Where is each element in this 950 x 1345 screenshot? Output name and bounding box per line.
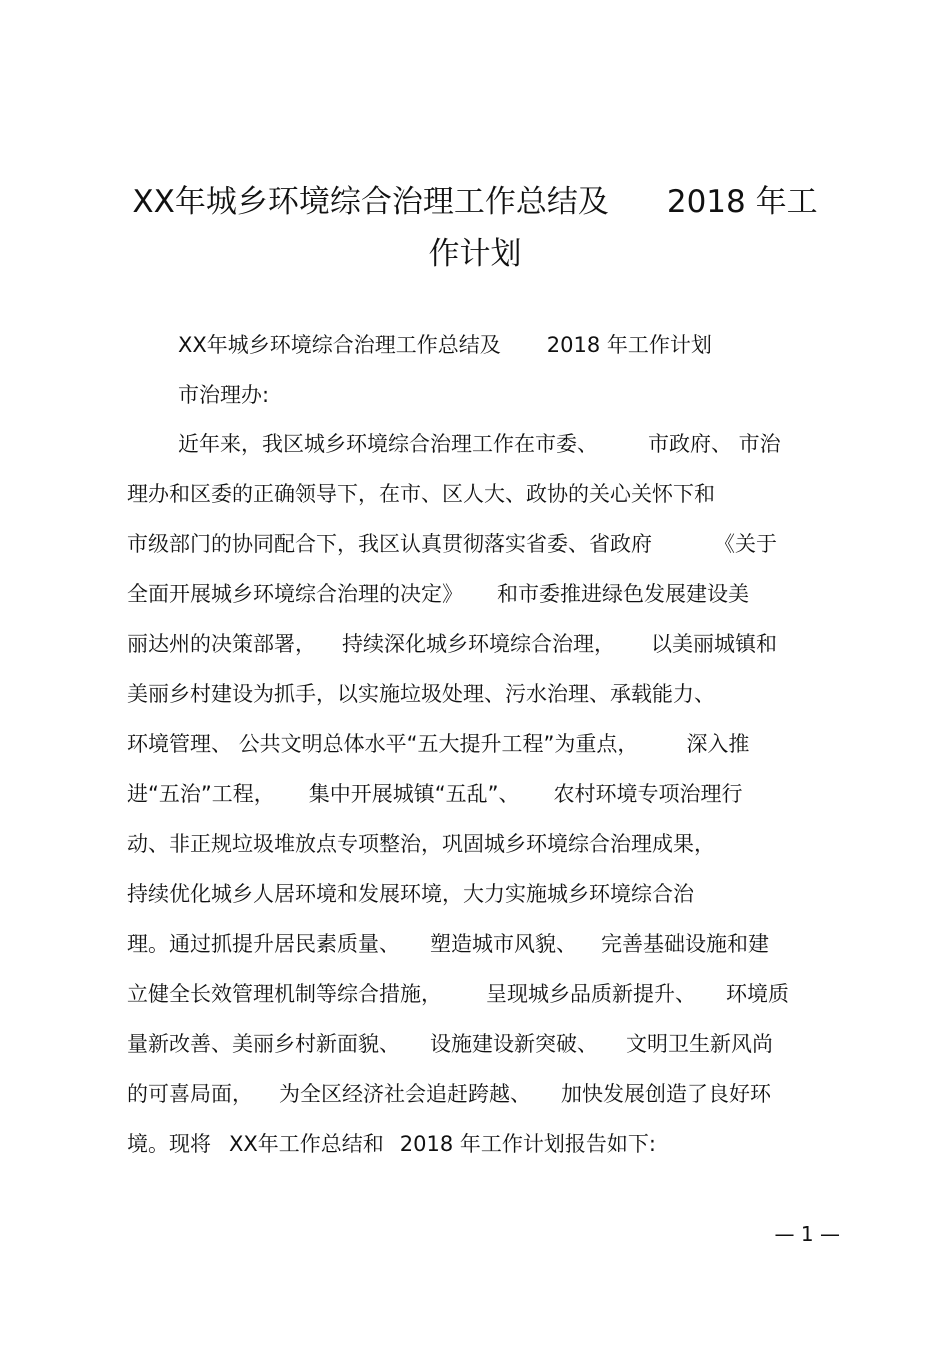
- page-number: — 1 —: [774, 1222, 840, 1246]
- body-text: 美丽乡村建设为抓手，以实施垃圾处理、污水治理、承载能力、: [127, 682, 715, 706]
- body-text: 呈现城乡品质新提升、: [486, 982, 696, 1006]
- body-text: 动、非正规垃圾堆放点专项整治，巩固城乡环境综合治理成果，: [127, 832, 715, 856]
- document-title-line-1: [0, 176, 950, 221]
- document-title-line-2: 作计划: [428, 236, 522, 272]
- subtitle: [178, 330, 883, 360]
- body-line-11: [127, 929, 832, 959]
- body-line-1: [178, 429, 883, 459]
- addressee: 市治理办:: [178, 383, 270, 407]
- body-text: 塑造城市风貌、: [430, 932, 577, 956]
- body-line-13: [127, 1029, 832, 1059]
- body-text: 农村环境专项治理行: [553, 782, 743, 806]
- body-text: 为全区经济社会追赶跨越、: [279, 1082, 531, 1106]
- body-line-5: [127, 629, 832, 659]
- body-text: 丽达州的决策部署，: [127, 632, 316, 656]
- body-text: 深入推: [686, 732, 750, 756]
- body-text: 理。通过抓提升居民素质量、: [127, 932, 400, 956]
- body-line-4: [127, 579, 832, 609]
- subtitle-part-b: 2018 年工作计划: [546, 333, 712, 357]
- body-text: 环境质: [726, 982, 789, 1006]
- body-text: 2018 年工作计划报告如下:: [399, 1132, 656, 1156]
- body-text: 集中开展城镇“五乱”、: [308, 782, 520, 806]
- body-text: 文明卫生新风尚: [626, 1032, 773, 1056]
- body-text: 立健全长效管理机制等综合措施，: [127, 982, 442, 1006]
- body-text: 近年来，我区城乡环境综合治理工作在市委、: [178, 432, 598, 456]
- body-text: 进“五治”工程，: [127, 782, 275, 806]
- body-line-15: [127, 1129, 832, 1159]
- body-line-8: [127, 779, 832, 809]
- body-text: 和市委推进绿色发展建设美: [497, 582, 749, 606]
- body-text: 境。现将: [127, 1132, 211, 1156]
- body-line-7: [127, 729, 832, 759]
- body-text: 理办和区委的正确领导下，在市、区人大、政协的关心关怀下和: [127, 482, 715, 506]
- body-text: 持续优化城乡人居环境和发展环境，大力实施城乡环境综合治: [127, 882, 694, 906]
- body-text: 加快发展创造了良好环: [561, 1082, 771, 1106]
- body-text: 市级部门的协同配合下，我区认真贯彻落实省委、省政府: [127, 532, 652, 556]
- subtitle-part-a: XX年城乡环境综合治理工作总结及: [178, 333, 501, 357]
- title-part-b: 2018 年工: [666, 184, 818, 220]
- body-line-10: [127, 879, 832, 909]
- body-line-14: [127, 1079, 832, 1109]
- body-line-6: [127, 679, 832, 709]
- body-text: 完善基础设施和建: [601, 932, 769, 956]
- body-text: 量新改善、美丽乡村新面貌、: [127, 1032, 400, 1056]
- body-text: 《关于: [714, 532, 777, 556]
- body-line-12: [127, 979, 832, 1009]
- body-text: 环境管理、 公共文明总体水平“五大提升工程”为重点，: [127, 732, 639, 756]
- body-text: 持续深化城乡环境综合治理，: [342, 632, 615, 656]
- body-text: 全面开展城乡环境综合治理的决定》: [127, 582, 463, 606]
- body-text: 市政府、 市治: [648, 432, 781, 456]
- body-text: 的可喜局面，: [127, 1082, 253, 1106]
- body-line-9: [127, 829, 832, 859]
- body-line-2: [127, 479, 832, 509]
- body-line-3: [127, 529, 832, 559]
- body-text: XX年工作总结和: [229, 1132, 384, 1156]
- body-text: 设施建设新突破、: [430, 1032, 598, 1056]
- body-text: 以美丽城镇和: [651, 632, 777, 656]
- title-part-a: XX年城乡环境综合治理工作总结及: [132, 184, 609, 220]
